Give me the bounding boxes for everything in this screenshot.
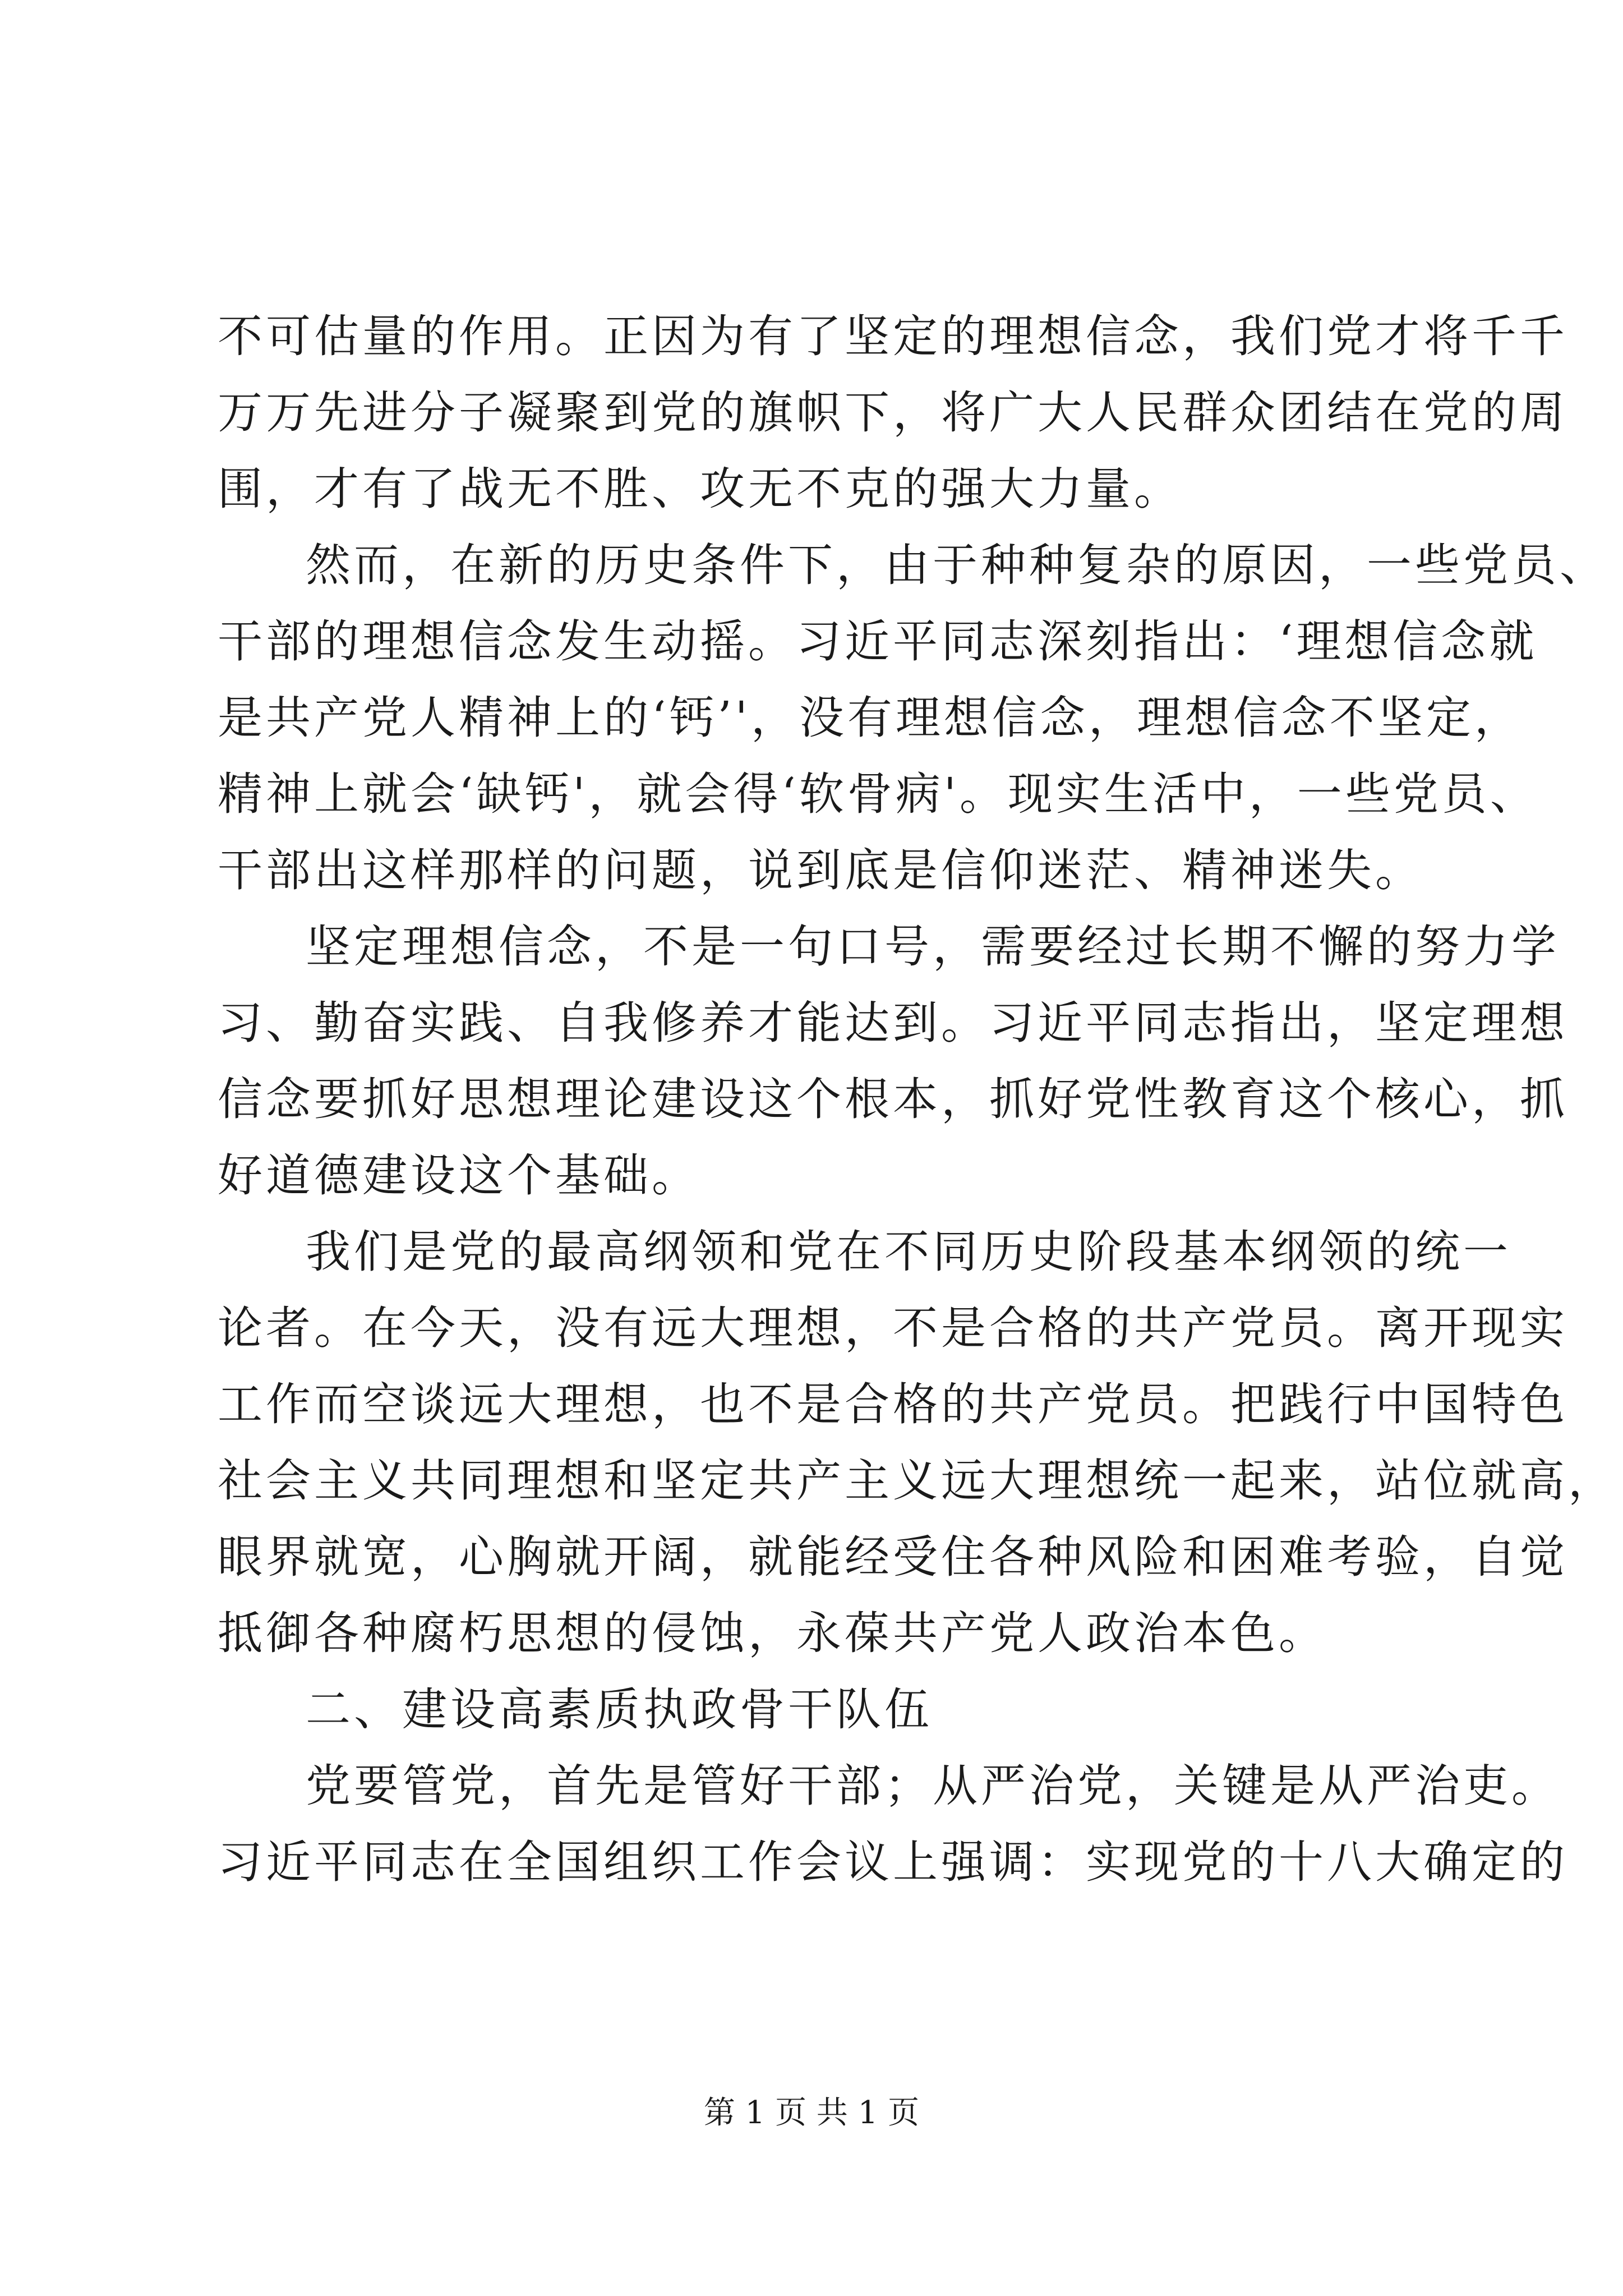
- text-line: 眼界就宽，心胸就开阔，就能经受住各种风险和困难考验，自觉: [218, 1531, 1568, 1583]
- paragraph-first-line: 坚定理想信念，不是一句口号，需要经过长期不懈的努力学: [306, 921, 1560, 973]
- text-line: 社会主义共同理想和坚定共产主义远大理想统一起来，站位就高，: [218, 1455, 1616, 1507]
- text-line: 围，才有了战无不胜、攻无不克的强大力量。: [218, 463, 1182, 515]
- paragraph-first-line: 我们是党的最高纲领和党在不同历史阶段基本纲领的统一: [306, 1226, 1511, 1278]
- text-line: 不可估量的作用。正因为有了坚定的理想信念，我们党才将千千: [218, 310, 1568, 362]
- text-line: 精神上就会‘缺钙'，就会得‘软骨病'。现实生活中，一些党员、: [218, 768, 1538, 820]
- text-line: 工作而空谈远大理想，也不是合格的共产党员。把践行中国特色: [218, 1378, 1568, 1430]
- text-line: 抵御各种腐朽思想的侵蚀，永葆共产党人政治本色。: [218, 1607, 1327, 1659]
- text-line: 习、勤奋实践、自我修养才能达到。习近平同志指出，坚定理想: [218, 997, 1568, 1049]
- paragraph-first-line: 然而，在新的历史条件下，由于种种复杂的原因，一些党员、: [306, 539, 1608, 591]
- text-line: 论者。在今天，没有远大理想，不是合格的共产党员。离开现实: [218, 1302, 1568, 1354]
- text-line: 干部的理想信念发生动摇。习近平同志深刻指出：‘理想信念就: [218, 615, 1538, 668]
- page-footer: 第 1 页 共 1 页: [703, 2095, 920, 2131]
- paragraph-first-line: 党要管党，首先是管好干部；从严治党，关键是从严治吏。: [306, 1760, 1560, 1812]
- text-line: 干部出这样那样的问题，说到底是信仰迷茫、精神迷失。: [218, 844, 1423, 896]
- text-line: 是共产党人精神上的‘钙’'，没有理想信念，理想信念不坚定，: [218, 692, 1523, 744]
- text-line: 万万先进分子凝聚到党的旗帜下，将广大人民群众团结在党的周: [218, 386, 1568, 439]
- text-line: 信念要抓好思想理论建设这个根本，抓好党性教育这个核心，抓: [218, 1073, 1568, 1125]
- section-heading: 二、建设高素质执政骨干队伍: [306, 1683, 933, 1736]
- text-line: 好道德建设这个基础。: [218, 1149, 700, 1202]
- text-line: 习近平同志在全国组织工作会议上强调：实现党的十八大确定的: [218, 1836, 1568, 1888]
